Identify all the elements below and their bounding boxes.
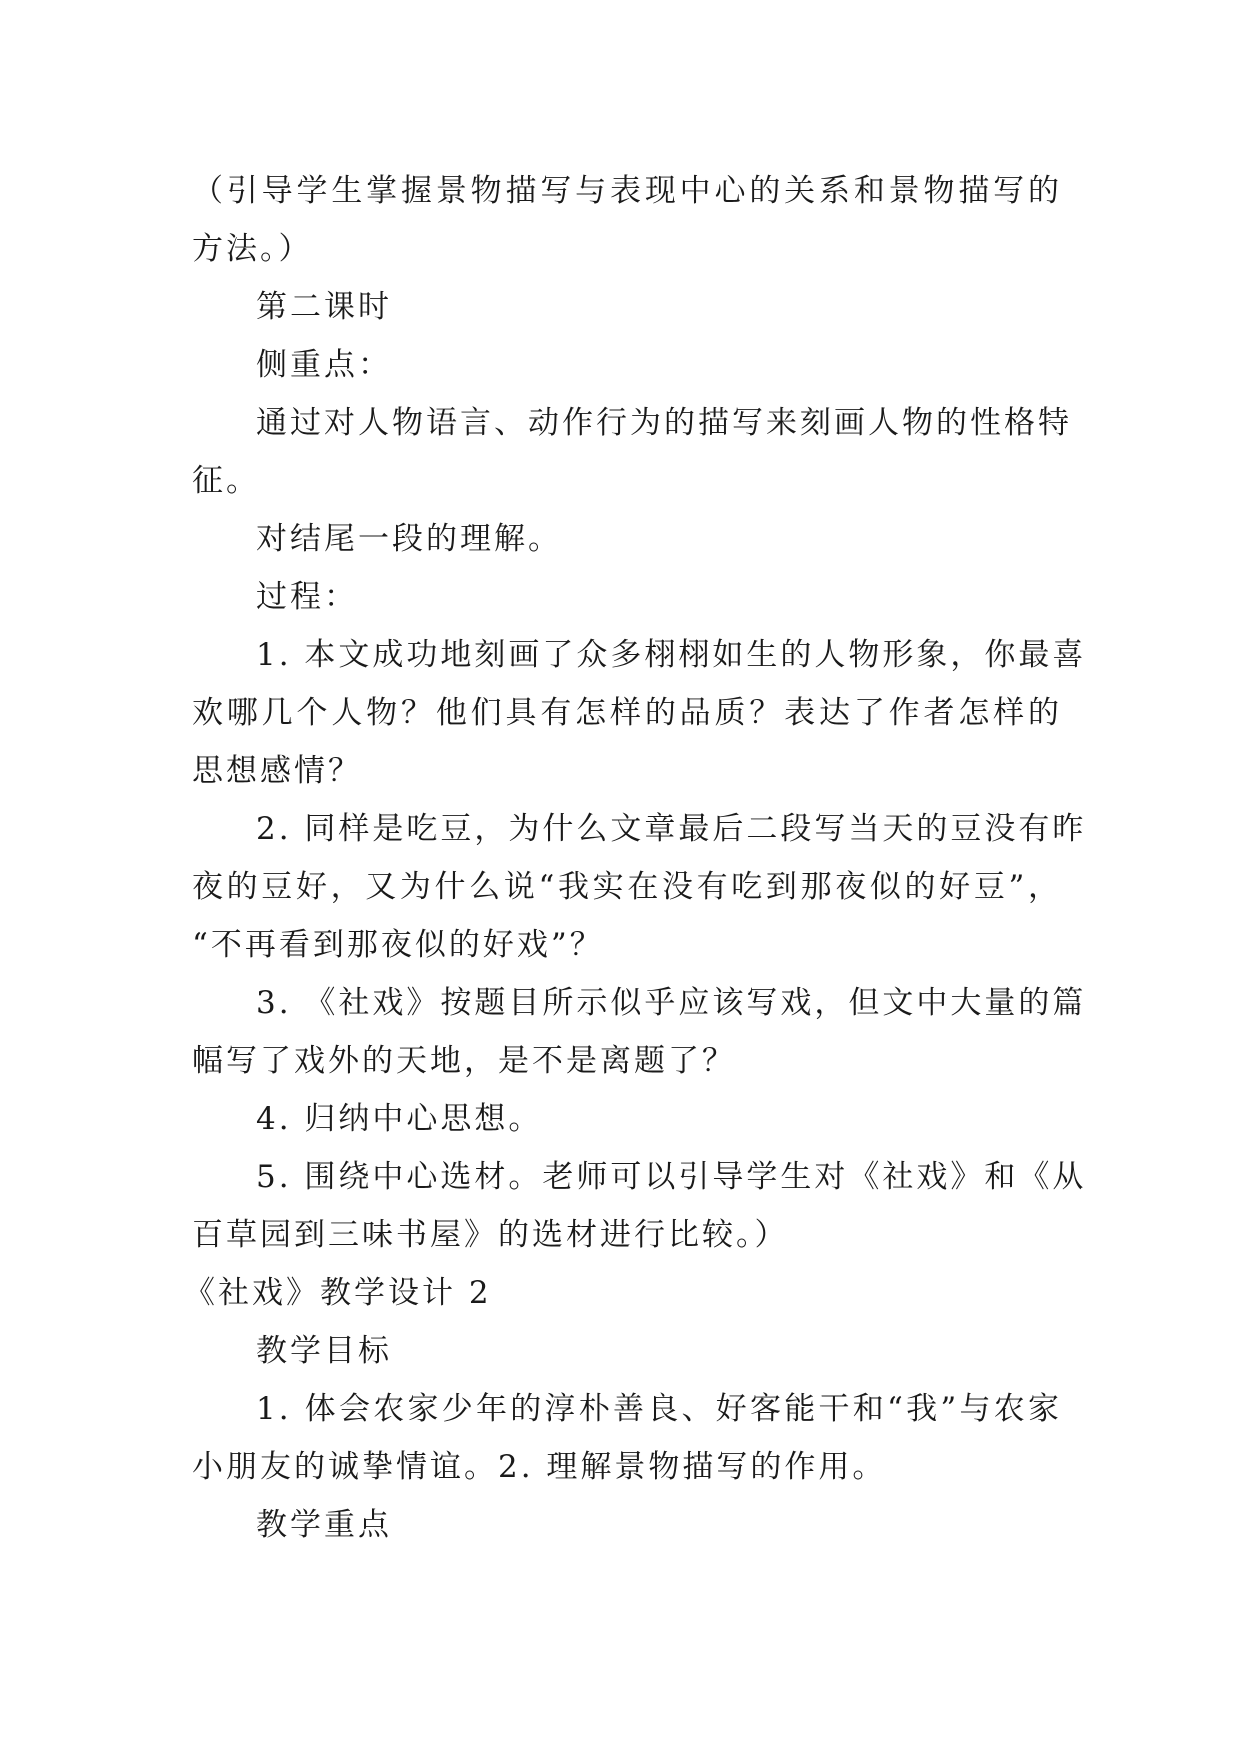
text-line: 征。 (192, 463, 260, 499)
text-line: 小朋友的诚挚情谊。2. 理解景物描写的作用。 (192, 1449, 887, 1485)
text-line: 夜的豆好，又为什么说“我实在没有吃到那夜似的好豆”， (192, 869, 1062, 905)
list-item: 1. 体会农家少年的淳朴善良、好客能干和“我”与农家 (256, 1391, 1062, 1427)
document-body (184, 162, 1087, 1554)
document-title: 《社戏》教学设计 2 (184, 1275, 492, 1311)
text-line: 百草园到三味书屋》的选材进行比较。） (192, 1217, 789, 1253)
text-line: 对结尾一段的理解。 (256, 521, 562, 557)
text-line: 方法。） (192, 231, 313, 267)
list-item: 4. 归纳中心思想。 (256, 1101, 543, 1137)
list-item: 5. 围绕中心选材。老师可以引导学生对《社戏》和《从 (256, 1159, 1087, 1195)
list-item: 1. 本文成功地刻画了众多栩栩如生的人物形象，你最喜 (256, 637, 1087, 673)
section-heading: 第二课时 (256, 289, 392, 325)
section-heading: 教学目标 (256, 1333, 392, 1369)
text-line: 侧重点： (256, 347, 392, 383)
text-line: （引导学生掌握景物描写与表现中心的关系和景物描写的 (192, 173, 1062, 209)
text-line: “不再看到那夜似的好戏”？ (192, 927, 604, 963)
text-line: 过程： (256, 579, 358, 615)
list-item: 2. 同样是吃豆，为什么文章最后二段写当天的豆没有昨 (256, 811, 1087, 847)
text-line: 思想感情？ (192, 753, 362, 789)
text-line: 欢哪几个人物？他们具有怎样的品质？表达了作者怎样的 (192, 695, 1062, 731)
list-item: 3. 《社戏》按题目所示似乎应该写戏，但文中大量的篇 (256, 985, 1087, 1021)
text-line: 通过对人物语言、动作行为的描写来刻画人物的性格特 (256, 405, 1072, 441)
section-heading: 教学重点 (256, 1507, 392, 1543)
text-line: 幅写了戏外的天地，是不是离题了？ (192, 1043, 736, 1079)
